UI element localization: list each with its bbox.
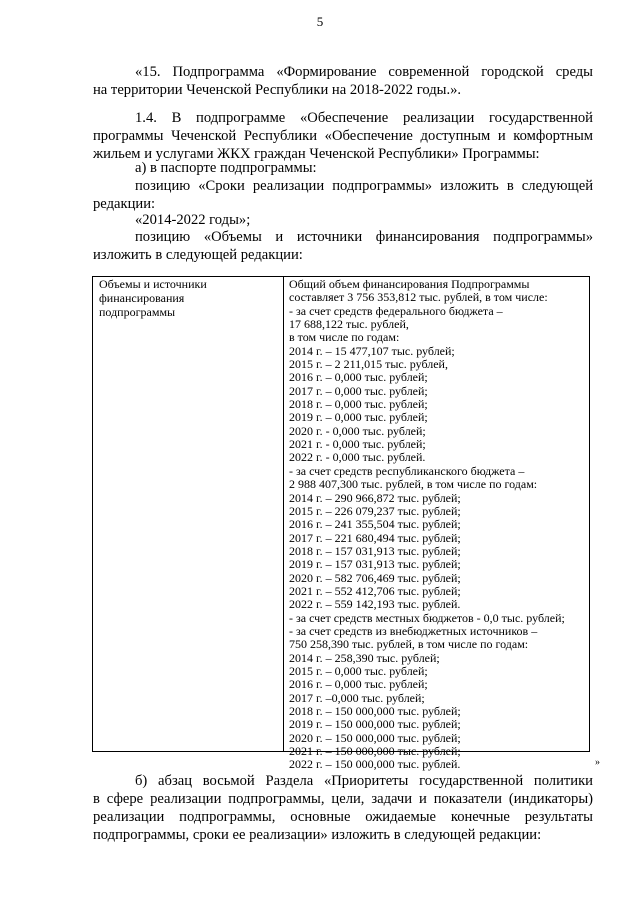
text-line: жильем и услугами ЖКХ граждан Чеченской Республики» Программы: bbox=[93, 146, 540, 162]
text-line: позицию «Сроки реализации подпрограммы» изложить в следующей bbox=[135, 178, 593, 194]
table-cell-content bbox=[289, 278, 587, 772]
table-line: 2018 г. – 0,000 тыс. рублей; bbox=[289, 397, 428, 412]
text-line: в сфере реализации подпрограммы, цели, задачи и показатели (индикаторы) bbox=[93, 791, 593, 807]
table-line: 2022 г. – 559 142,193 тыс. рублей. bbox=[289, 597, 461, 612]
text-line: изложить в следующей редакции: bbox=[93, 247, 303, 263]
table-line: 2019 г. – 0,000 тыс. рублей; bbox=[289, 410, 428, 425]
table-line: 2021 г. – 552 412,706 тыс. рублей; bbox=[289, 583, 461, 598]
text-line: реализации подпрограммы, основные ожидаемые конечные результаты bbox=[93, 809, 593, 825]
text-line: подпрограммы bbox=[99, 304, 176, 319]
paragraph-years bbox=[93, 211, 593, 229]
text-line: на территории Чеченской Республики на 2018-2022 годы.». bbox=[93, 82, 462, 98]
table-line: - за счет средств местных бюджетов - 0,0 тыс. рублей; bbox=[289, 610, 565, 625]
table-line: составляет 3 756 353,812 тыс. рублей, в том числе: bbox=[289, 290, 548, 305]
table-line: - за счет средств из внебюджетных источников – bbox=[289, 623, 538, 638]
text-line: позицию «Объемы и источники финансирования подпрограммы» bbox=[135, 229, 593, 245]
table-line: - за счет средств федерального бюджета – bbox=[289, 303, 503, 318]
text-line: «2014-2022 годы»; bbox=[135, 212, 251, 228]
table-line: 2020 г. – 582 706,469 тыс. рублей; bbox=[289, 570, 461, 585]
table-line: 2017 г. – 221 680,494 тыс. рублей; bbox=[289, 530, 461, 545]
funding-table bbox=[92, 276, 590, 772]
text-line: финансирования bbox=[99, 290, 185, 305]
table-line: 2016 г. – 0,000 тыс. рублей; bbox=[289, 370, 428, 385]
paragraph-a bbox=[93, 159, 593, 177]
table-line: в том числе по годам: bbox=[289, 330, 400, 345]
text-line: программы Чеченской Республики «Обеспечение доступным и комфортным bbox=[93, 128, 593, 144]
table-line: 2015 г. – 226 079,237 тыс. рублей; bbox=[289, 503, 461, 518]
table-line: 2014 г. – 258,390 тыс. рублей; bbox=[289, 650, 440, 665]
table-line: 2022 г. – 150 000,000 тыс. рублей. bbox=[289, 757, 461, 772]
text-line: редакции: bbox=[93, 196, 156, 212]
table-line: 750 258,390 тыс. рублей, в том числе по годам: bbox=[289, 637, 529, 652]
table-line: 2019 г. – 157 031,913 тыс. рублей; bbox=[289, 557, 461, 572]
table-end-mark: » bbox=[595, 757, 600, 768]
paragraph-subprogram-15 bbox=[93, 63, 593, 99]
table-line: 2022 г. - 0,000 тыс. рублей. bbox=[289, 450, 426, 465]
table-line: 2015 г. – 2 211,015 тыс. рублей, bbox=[289, 357, 448, 372]
table-line: 2018 г. – 150 000,000 тыс. рублей; bbox=[289, 704, 461, 718]
table-line: 2016 г. – 241 355,504 тыс. рублей; bbox=[289, 517, 461, 532]
page-number: 5 bbox=[316, 14, 324, 29]
table-line: 2014 г. – 290 966,872 тыс. рублей; bbox=[289, 490, 461, 505]
table-cell-label bbox=[99, 278, 279, 319]
table-column-divider bbox=[283, 277, 284, 751]
paragraph-1-4 bbox=[93, 109, 593, 163]
table-line: Общий объем финансирования Подпрограммы bbox=[289, 277, 530, 291]
table-line: 2018 г. – 157 031,913 тыс. рублей; bbox=[289, 543, 461, 558]
table-line: 2021 г. – 150 000,000 тыс. рублей; bbox=[289, 744, 461, 759]
paragraph-position-terms bbox=[93, 177, 593, 213]
paragraph-b bbox=[93, 772, 593, 844]
text-line: а) в паспорте подпрограммы: bbox=[135, 160, 317, 176]
text-line: 1.4. В подпрограмме «Обеспечение реализации государственной bbox=[135, 110, 593, 126]
text-line: б) абзац восьмой Раздела «Приоритеты государственной политики bbox=[135, 773, 593, 789]
table-line: 2017 г. –0,000 тыс. рублей; bbox=[289, 690, 425, 705]
table-line: 2017 г. – 0,000 тыс. рублей; bbox=[289, 383, 428, 398]
table-line: 2019 г. – 150 000,000 тыс. рублей; bbox=[289, 717, 461, 732]
table-line: 17 688,122 тыс. рублей, bbox=[289, 317, 409, 332]
table-line: 2020 г. – 150 000,000 тыс. рублей; bbox=[289, 730, 461, 745]
table-line: - за счет средств республиканского бюджета – bbox=[289, 463, 525, 478]
table-line: 2015 г. – 0,000 тыс. рублей; bbox=[289, 663, 428, 678]
table-line: 2 988 407,300 тыс. рублей, в том числе по годам: bbox=[289, 477, 538, 492]
table-line: 2020 г. - 0,000 тыс. рублей; bbox=[289, 423, 426, 438]
text-line: Объемы и источники bbox=[99, 277, 207, 291]
table-line: 2021 г. - 0,000 тыс. рублей; bbox=[289, 437, 426, 452]
table-line: 2014 г. – 15 477,107 тыс. рублей; bbox=[289, 343, 455, 358]
paragraph-position-funding bbox=[93, 228, 593, 264]
text-line: «15. Подпрограмма «Формирование современной городской среды bbox=[135, 64, 593, 80]
table-line: 2016 г. – 0,000 тыс. рублей; bbox=[289, 677, 428, 692]
text-line: подпрограммы, сроки ее реализации» изложить в следующей редакции: bbox=[93, 827, 542, 843]
